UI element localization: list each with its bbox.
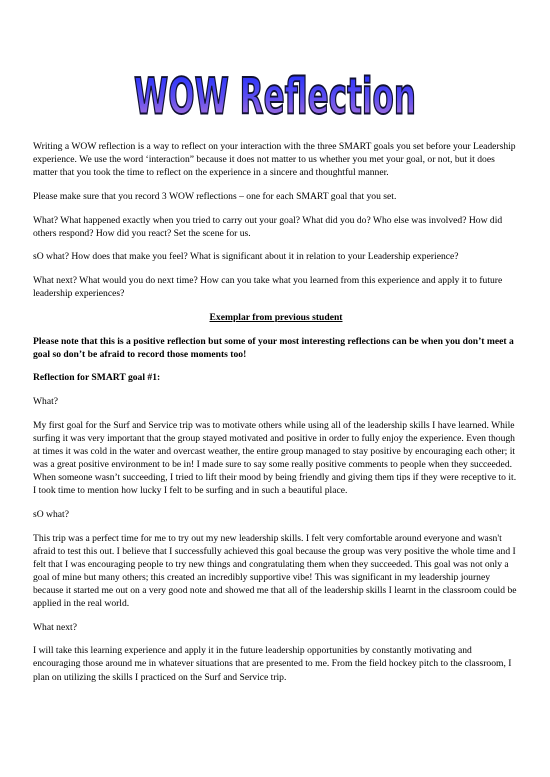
reflection-heading: Reflection for SMART goal #1: xyxy=(33,372,161,384)
what-next-text: I will take this learning experience and apply it in the future leadership opportunities by constantly motivating and encouraging those around me in whatever situations that are presented to me. From the field hockey pitch to the classroom, I plan on utilizing the skills I practiced on the Surf and Service trip. xyxy=(33,645,512,683)
exemplar-heading: Exemplar from previous student xyxy=(209,311,343,323)
prompt-what-next: What next? What would you do next time? How can you take what you learned from this experience and apply it to future leadership experiences? xyxy=(33,275,503,300)
what-next-label: What next? xyxy=(33,621,77,633)
intro-paragraph: Writing a WOW reflection is a way to reflect on your interaction with the three SMART goals you set before your Leadership experience. We use the word ‘interaction” because it does not matter to us whether you met your goal, or not, but it does matter that you took the time to reflect on the experience in a sincere and thoughtful manner. xyxy=(33,141,516,179)
so-what-text: This trip was a perfect time for me to try out my new leadership skills. I felt very comfortable around everyone and wasn't afraid to test this out. I believe that I successfully achieved this goal because the group was very positive the whole time and I felt that I was encouraging people to try new things and congratulating them when they succeeded. This goal was not only a goal of mine but many others; this created an incredibly supportive vibe! This was significant in my leadership journey because it started me out on a very good note and showed me that all of the leadership skills I learnt in the classroom could be applied in the real world. xyxy=(33,532,517,609)
title-banner xyxy=(0,60,550,132)
what-label: What? xyxy=(33,395,59,407)
document-title: WOW Reflection xyxy=(134,67,416,126)
exemplar-note: Please note that this is a positive reflection but some of your most interesting reflections can be when you don’t meet a goal so don’t be afraid to record those moments too! xyxy=(33,335,514,360)
what-text: My first goal for the Surf and Service trip was to motivate others while using all of the leadership skills I have learned. While surfing it was very important that the group stayed motivated and positive in order to fully enjoy the experience. Even though at times it was cold in the water and overcast weather, the entire group managed to stay positive by encouraging each other; it was a great positive environment to be in! I made sure to say some really positive comments to people when they succeeded. When someone wasn’t succeeding, I tried to lift their mood by being friendly and giving them tips if they were receptive to it. I took time to mention how lucky I felt to be surfing and in such a beautiful place. xyxy=(33,419,517,497)
document-body xyxy=(33,140,519,694)
instruction-paragraph: Please make sure that you record 3 WOW reflections – one for each SMART goal that you set. xyxy=(33,190,397,202)
so-what-label: sO what? xyxy=(33,508,69,520)
wordart-title xyxy=(125,60,425,132)
prompt-what: What? What happened exactly when you tried to carry out your goal? What did you do? Who else was involved? How did others respond? How did you react? Set the scene for us. xyxy=(33,214,503,239)
prompt-so-what: sO what? How does that make you feel? What is significant about it in relation to your Leadership experience? xyxy=(33,251,459,263)
